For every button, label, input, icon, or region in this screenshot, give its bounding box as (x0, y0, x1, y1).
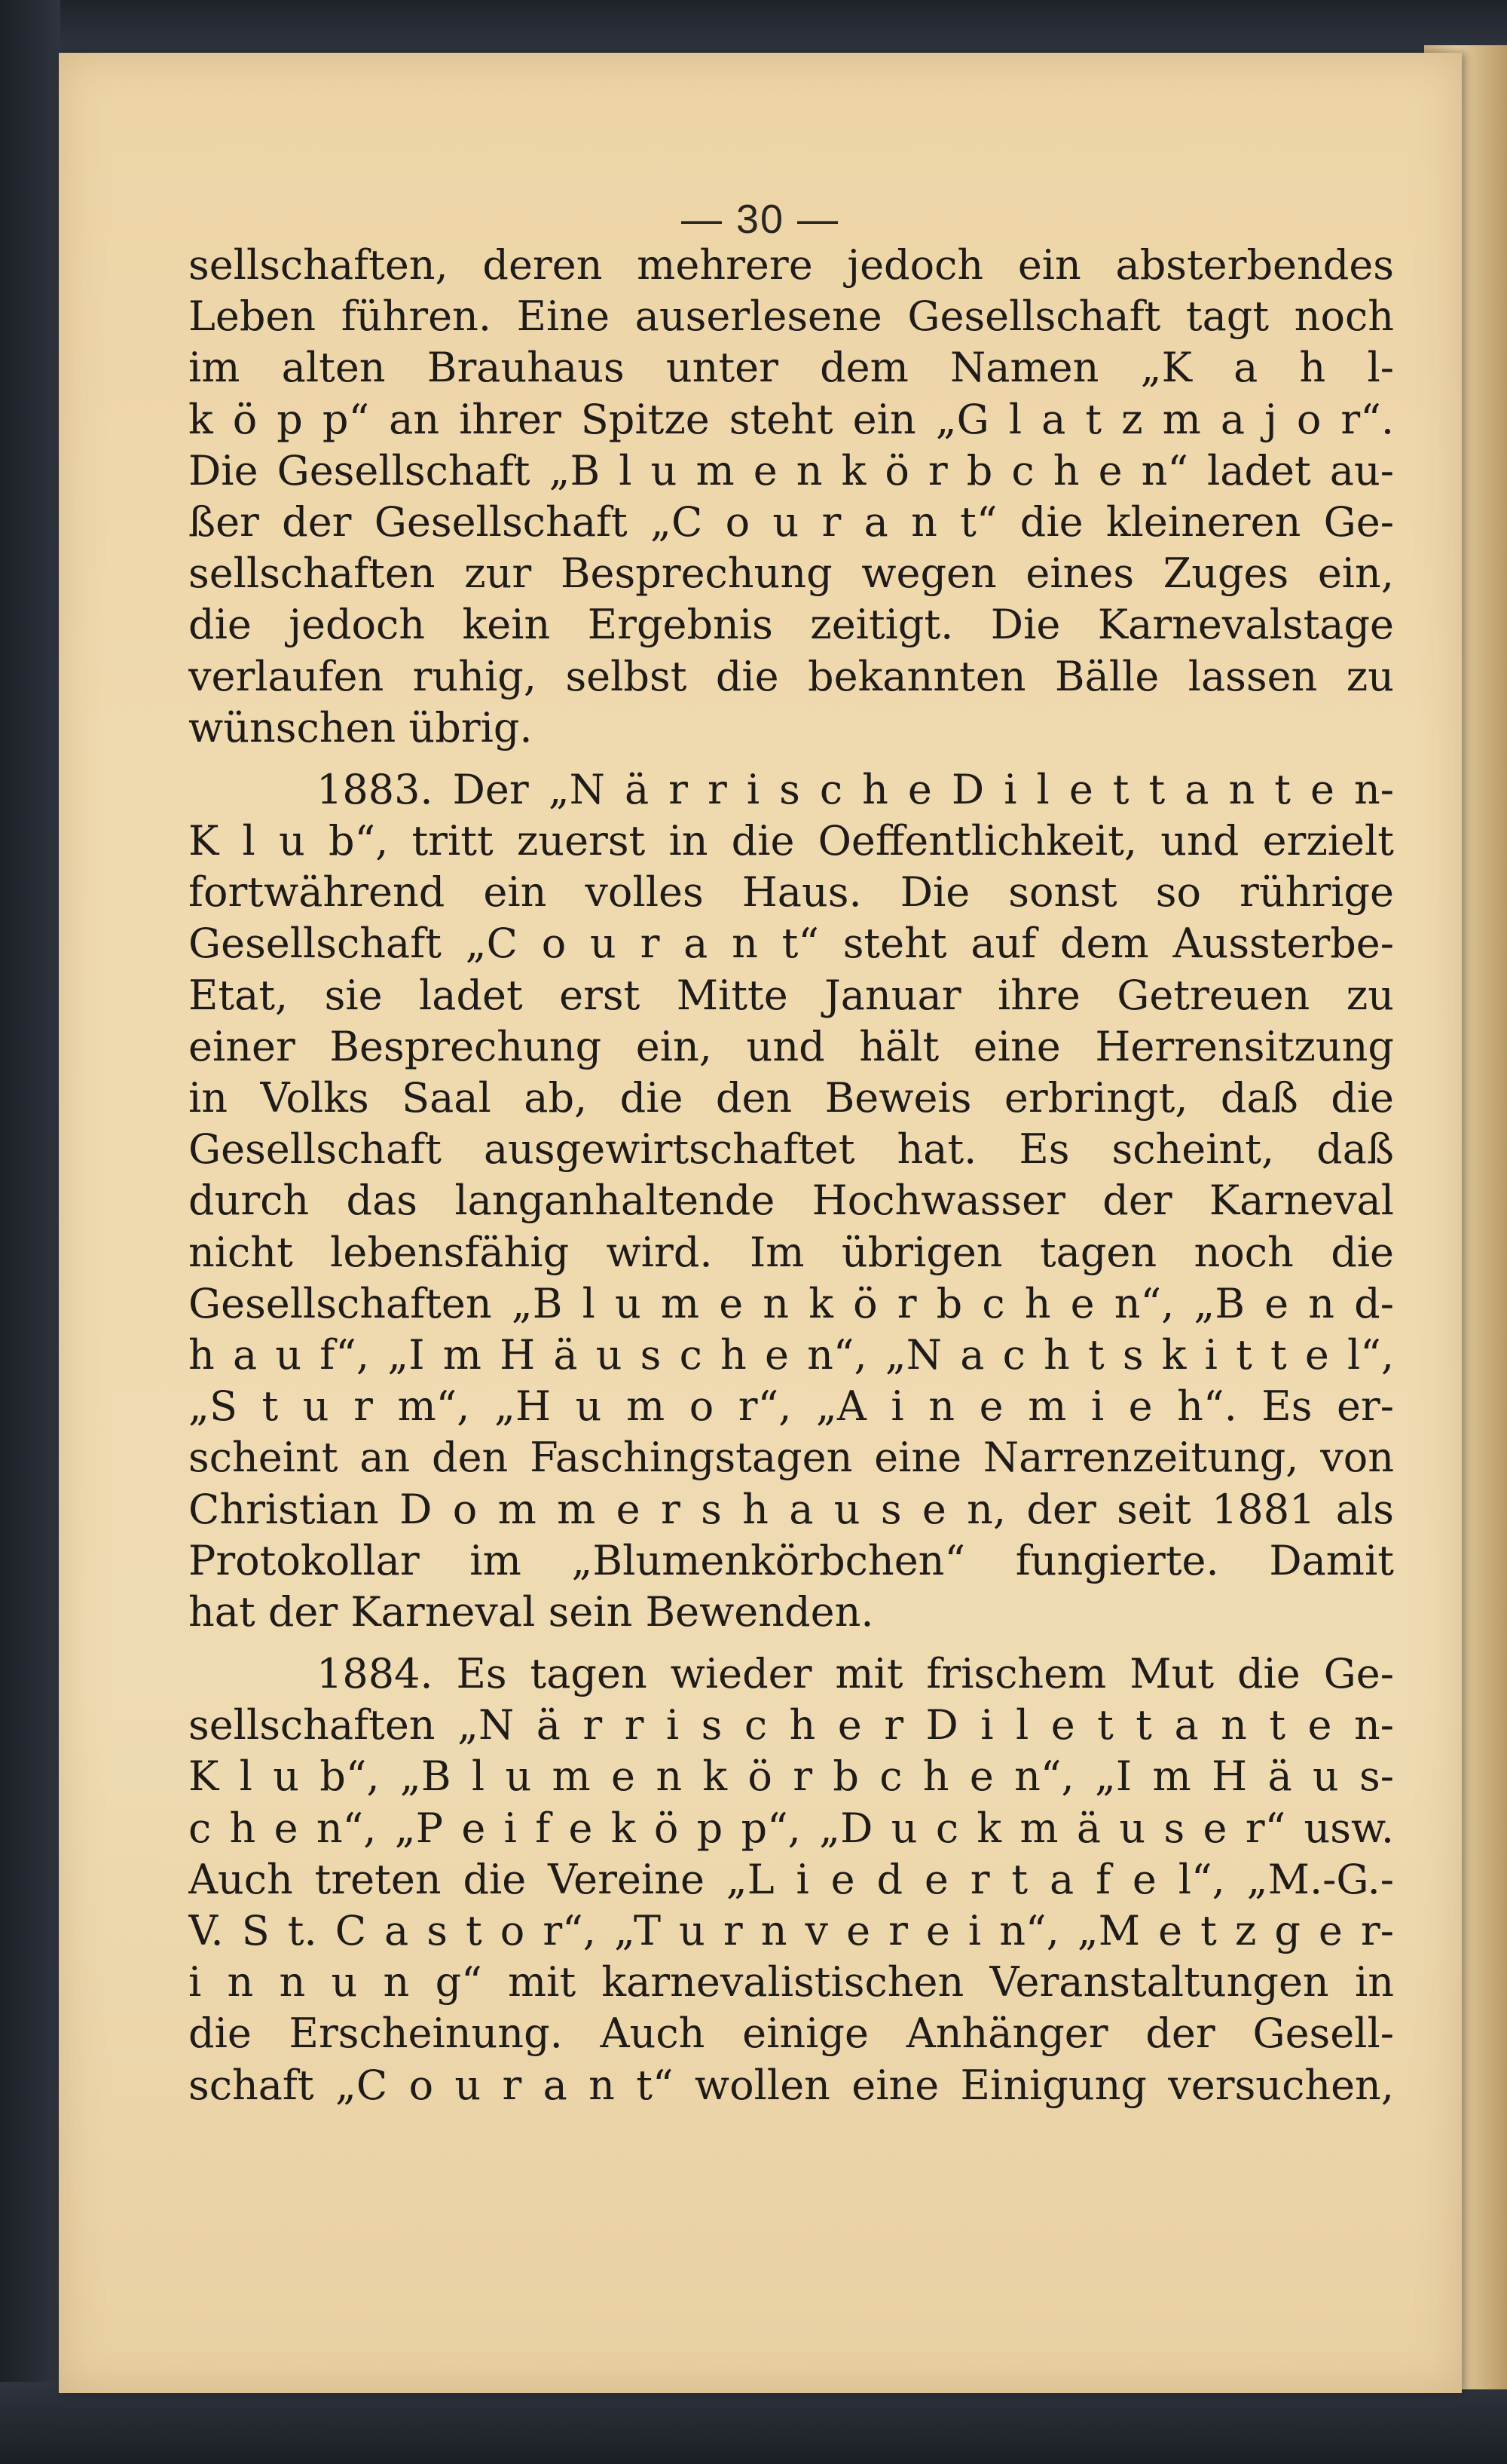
text-line: die jedoch kein Ergebnis zeitigt. Die Karnevalstage (188, 601, 1394, 649)
text-line: Gesellschaft „C o u r a n t“ steht auf dem Aussterbe- (188, 920, 1394, 968)
book-binding-bottom (0, 2382, 1507, 2464)
paragraph-1883 (188, 764, 1394, 1638)
text-line: 1883. Der „N ä r r i s c h e D i l e t t a n t e n- (316, 765, 1394, 813)
text-line: Auch treten die Vereine „L i e d e r t a f e l“, „M.-G.- (188, 1855, 1394, 1903)
text-line: Protokollar im „Blumenkörbchen“ fungierte. Damit (188, 1536, 1394, 1584)
text-line: im alten Brauhaus unter dem Namen „K a h l- (188, 344, 1394, 392)
text-line: sellschaften, deren mehrere jedoch ein absterbendes (188, 241, 1394, 289)
text-line: k ö p p“ an ihrer Spitze steht ein „G l a t z m a j o r“. (188, 395, 1394, 443)
text-line: die Erscheinung. Auch einige Anhänger der Gesell- (188, 2009, 1394, 2058)
book-binding-left (0, 0, 60, 2464)
text-line: V. S t. C a s t o r“, „T u r n v e r e i n“, „M e t z g e r- (188, 1907, 1394, 1954)
text-line: K l u b“, tritt zuerst in die Oeffentlichkeit, und erzielt (188, 817, 1394, 865)
text-line: h a u f“, „I m H ä u s c h e n“, „N a c h t s k i t t e l“, (188, 1330, 1394, 1379)
text-line: Christian D o m m e r s h a u s e n, der seit 1881 als (188, 1485, 1394, 1533)
text-line: „S t u r m“, „H u m o r“, „A i n e m i e h“. Es er- (188, 1382, 1394, 1431)
paragraph-1 (188, 240, 1394, 754)
text-line: Die Gesellschaft „B l u m e n k ö r b c h e n“ ladet au- (188, 446, 1394, 494)
text-line: fortwährend ein volles Haus. Die sonst so rührige (188, 868, 1394, 917)
text-line: 1884. Es tagen wieder mit frischem Mut die Ge- (316, 1650, 1394, 1698)
text-line: c h e n“, „P e i f e k ö p p“, „D u c k m ä u s e r“ usw. (188, 1804, 1394, 1852)
text-line: Etat, sie ladet erst Mitte Januar ihre Getreuen zu (188, 971, 1394, 1019)
text-line: in Volks Saal ab, die den Beweis erbringt, daß die (188, 1074, 1394, 1122)
paragraph-1884 (188, 1648, 1394, 2111)
page-number: — 30 — (680, 197, 840, 242)
text-line: wünschen übrig. (188, 703, 533, 751)
text-line: Gesellschaften „B l u m e n k ö r b c h e n“, „B e n d- (188, 1279, 1394, 1327)
text-line: ßer der Gesellschaft „C o u r a n t“ die kleineren Ge- (188, 497, 1394, 546)
text-line: hat der Karneval sein Bewenden. (188, 1587, 874, 1636)
text-line: durch das langanhaltende Hochwasser der Karneval (188, 1177, 1394, 1225)
text-line: sellschaften zur Besprechung wegen eines Zuges ein, (188, 549, 1394, 598)
text-line: schaft „C o u r a n t“ wollen eine Einigung versuchen, (188, 2061, 1394, 2109)
text-line: scheint an den Faschingstagen eine Narrenzeitung, von (188, 1434, 1394, 1482)
text-line: nicht lebensfähig wird. Im übrigen tagen noch die (188, 1228, 1394, 1276)
text-line: sellschaften „N ä r r i s c h e r D i l e t t a n t e n- (188, 1701, 1394, 1749)
text-line: Leben führen. Eine auserlesene Gesellschaft tagt noch (188, 292, 1394, 341)
text-line: K l u b“, „B l u m e n k ö r b c h e n“, „I m H ä u s- (188, 1752, 1394, 1801)
text-line: einer Besprechung ein, und hält eine Herrensitzung (188, 1022, 1394, 1070)
text-line: Gesellschaft ausgewirtschaftet hat. Es scheint, daß (188, 1125, 1394, 1174)
text-line: verlaufen ruhig, selbst die bekannten Bälle lassen zu (188, 652, 1394, 700)
page-text (188, 240, 1394, 2111)
text-line: i n n u n g“ mit karnevalistischen Veranstaltungen in (188, 1958, 1394, 2006)
